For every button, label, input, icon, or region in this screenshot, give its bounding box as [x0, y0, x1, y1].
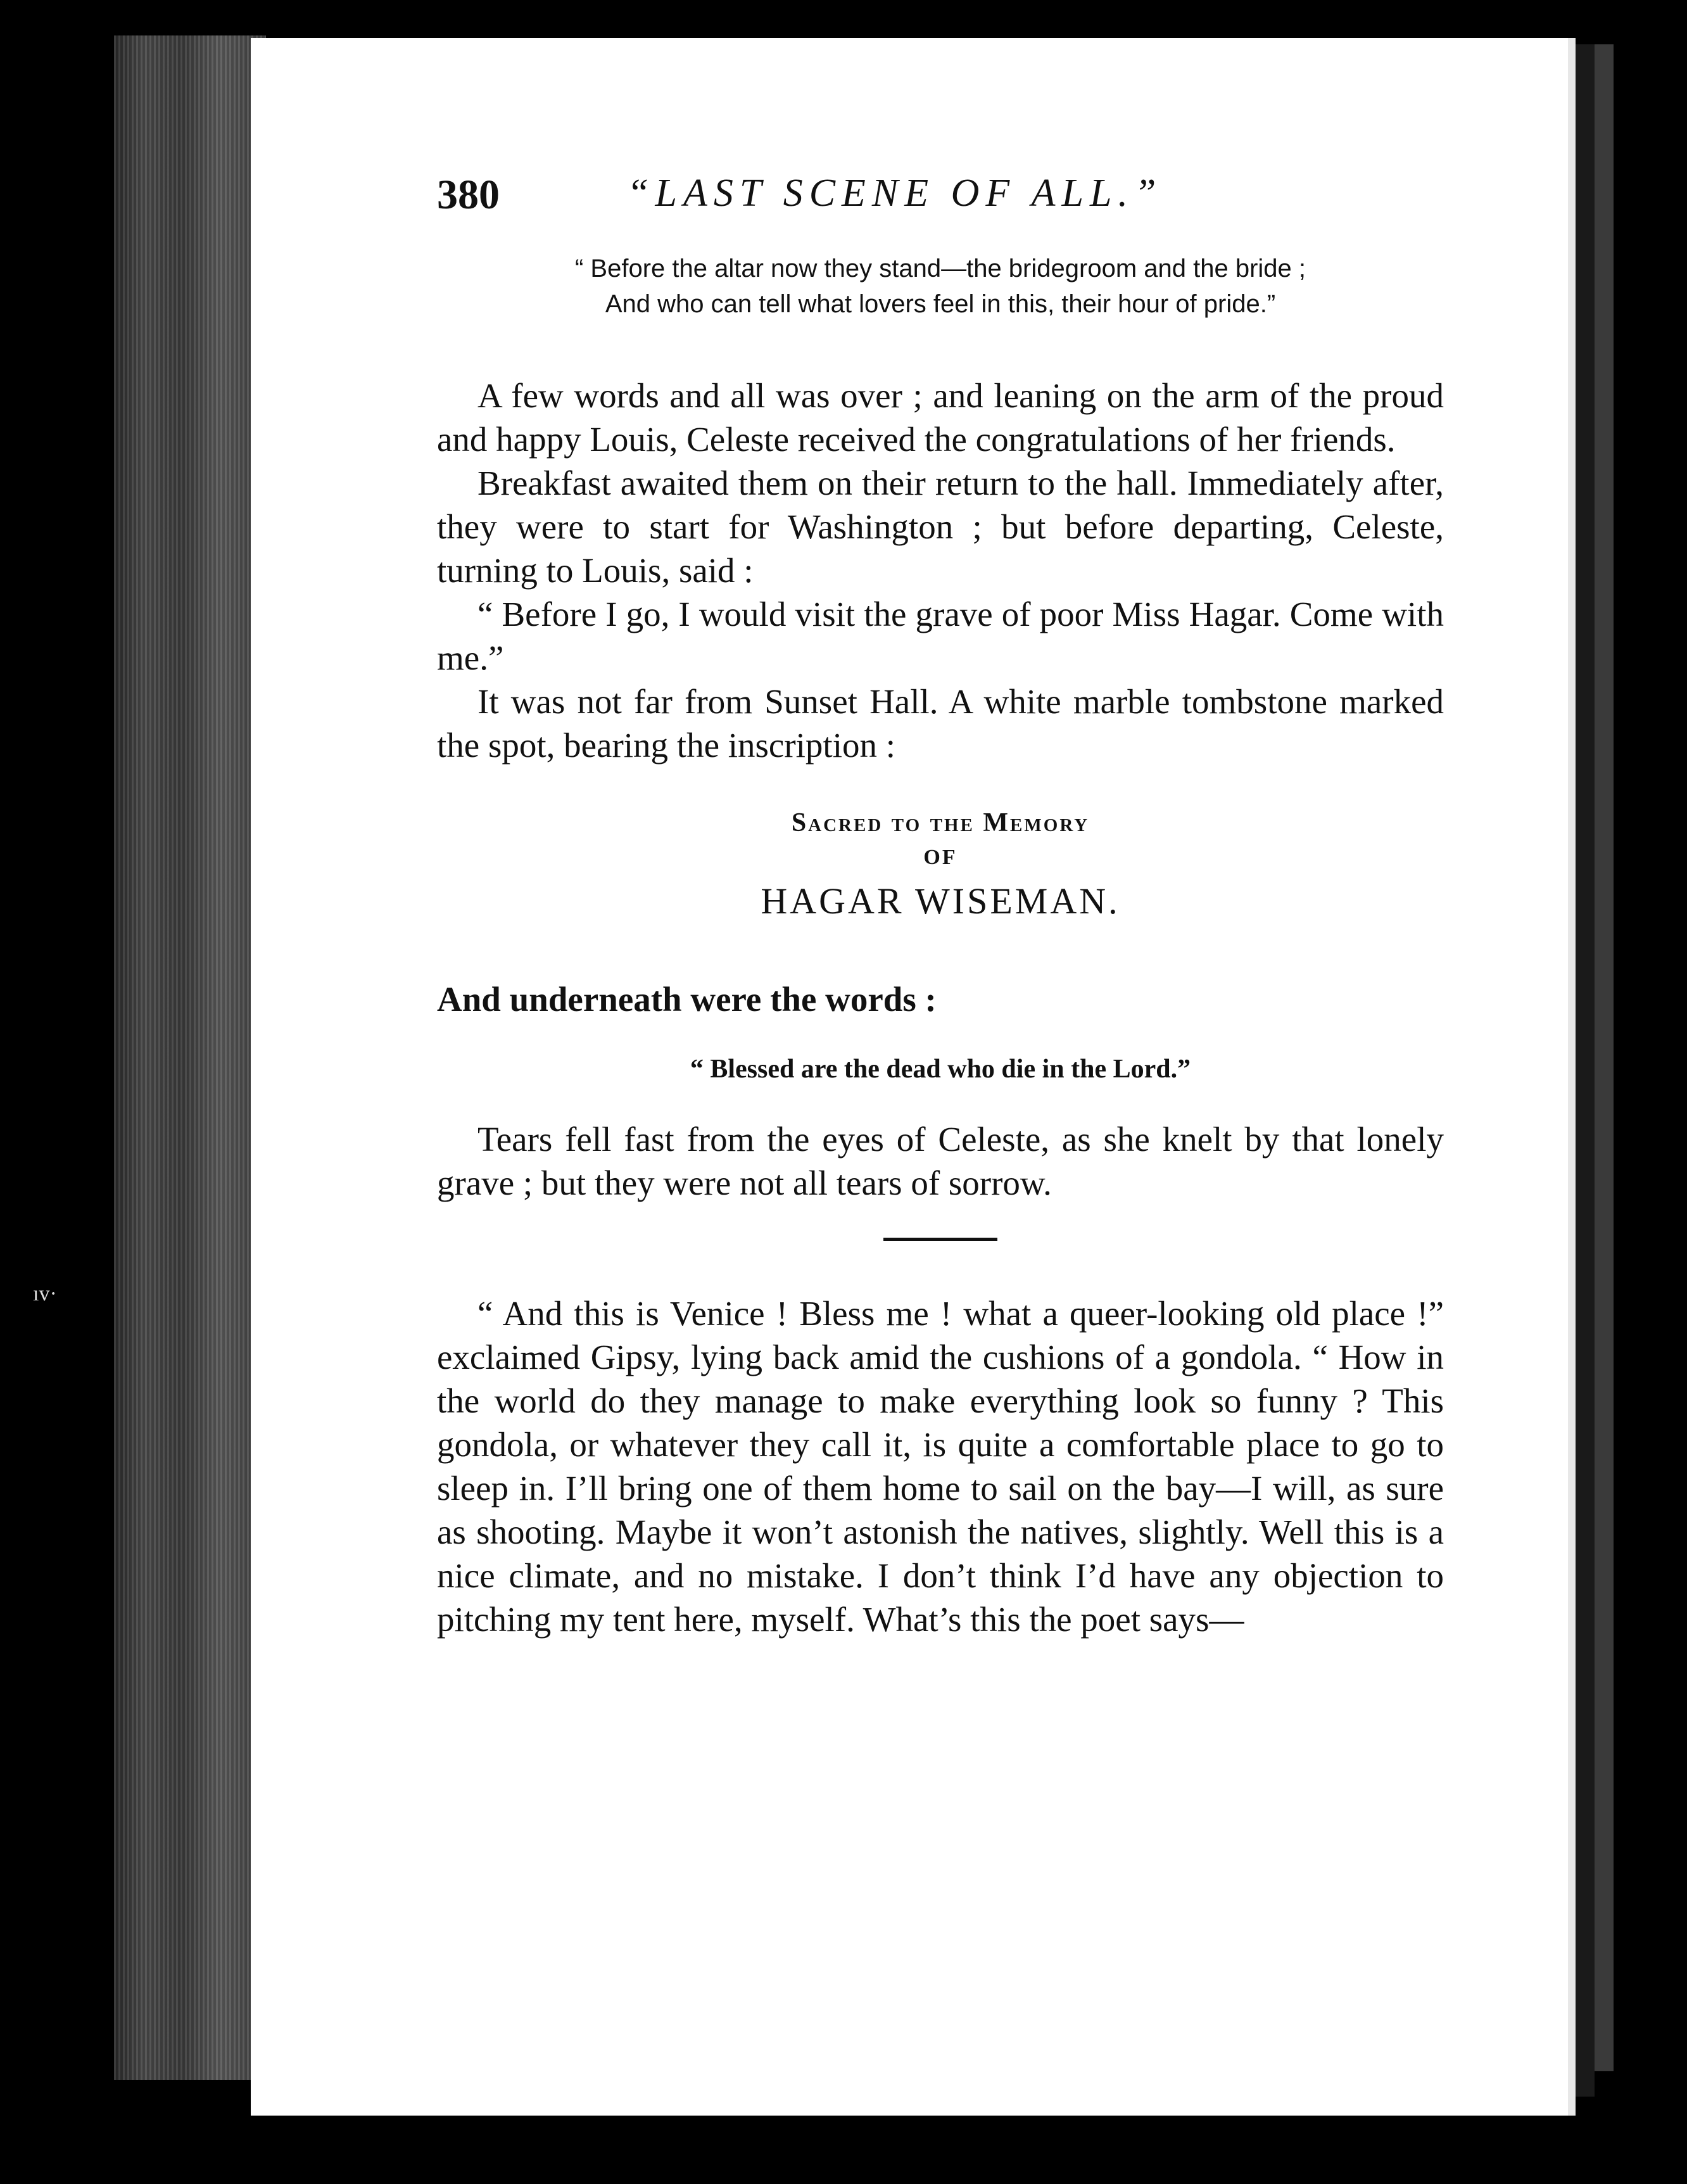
epigraph-line-1: “ Before the altar now they stand—the bridegroom and the bride ; — [574, 255, 1306, 283]
tombstone-inscription — [437, 804, 1444, 927]
paragraph-5: Tears fell fast from the eyes of Celeste, as she knelt by that lonely grave ; but they were not all tears of sorrow. — [437, 1120, 1444, 1202]
book-page-edges — [114, 35, 266, 2080]
running-title: “LAST SCENE OF ALL.” — [627, 172, 1163, 215]
paragraph-3: “ Before I go, I would visit the grave of poor Miss Hagar. Come with me.” — [437, 595, 1444, 677]
book-spine-strip — [1576, 44, 1595, 2097]
running-header — [437, 171, 1444, 232]
page-number: 380 — [437, 172, 500, 218]
epigraph — [437, 251, 1444, 322]
scripture-quote: “ Blessed are the dead who die in the Lord.” — [690, 1055, 1191, 1084]
inscription-name: HAGAR WISEMAN. — [761, 880, 1120, 922]
paragraph-underneath: And underneath were the words : — [437, 980, 937, 1019]
margin-mark: ıv· — [33, 1282, 57, 1305]
paragraph-6: “ And this is Venice ! Bless me ! what a queer-looking old place !” exclaimed Gipsy, lying back amid the cushions of a gondola. “ How in the world do they manage to make everything look so funny ? This gondola, or whatever they call it, is quite a comfortable place to go to sleep in. I’ll bring one of them home to sail on the bay—I will, as sure as shooting. Maybe it won’t astonish the natives, slightly. Well this is a nice climate, and no mistake. I don’t think I’d have any objection to pitching my tent here, myself. What’s this the poet says— — [437, 1294, 1444, 1639]
book-outer-strip — [1595, 44, 1614, 2071]
paragraph-2: Breakfast awaited them on their return to the hall. Immediately after, they were to start for Washington ; but before departing, Celeste, turning to Louis, said : — [437, 464, 1444, 590]
epigraph-line-2: And who can tell what lovers feel in this, their hour of pride.” — [605, 290, 1276, 318]
inscription-line-2: OF — [923, 846, 957, 869]
paragraph-4: It was not far from Sunset Hall. A white marble tombstone marked the spot, bearing the inscription : — [437, 682, 1444, 765]
inscription-line-1: Sacred to the Memory — [791, 808, 1090, 837]
section-divider — [883, 1238, 997, 1241]
paragraph-1: A few words and all was over ; and leaning on the arm of the proud and happy Louis, Celeste received the congratulations of her friends. — [437, 376, 1444, 459]
page-right-edge — [1568, 38, 1576, 2116]
page-text — [437, 171, 1444, 1641]
